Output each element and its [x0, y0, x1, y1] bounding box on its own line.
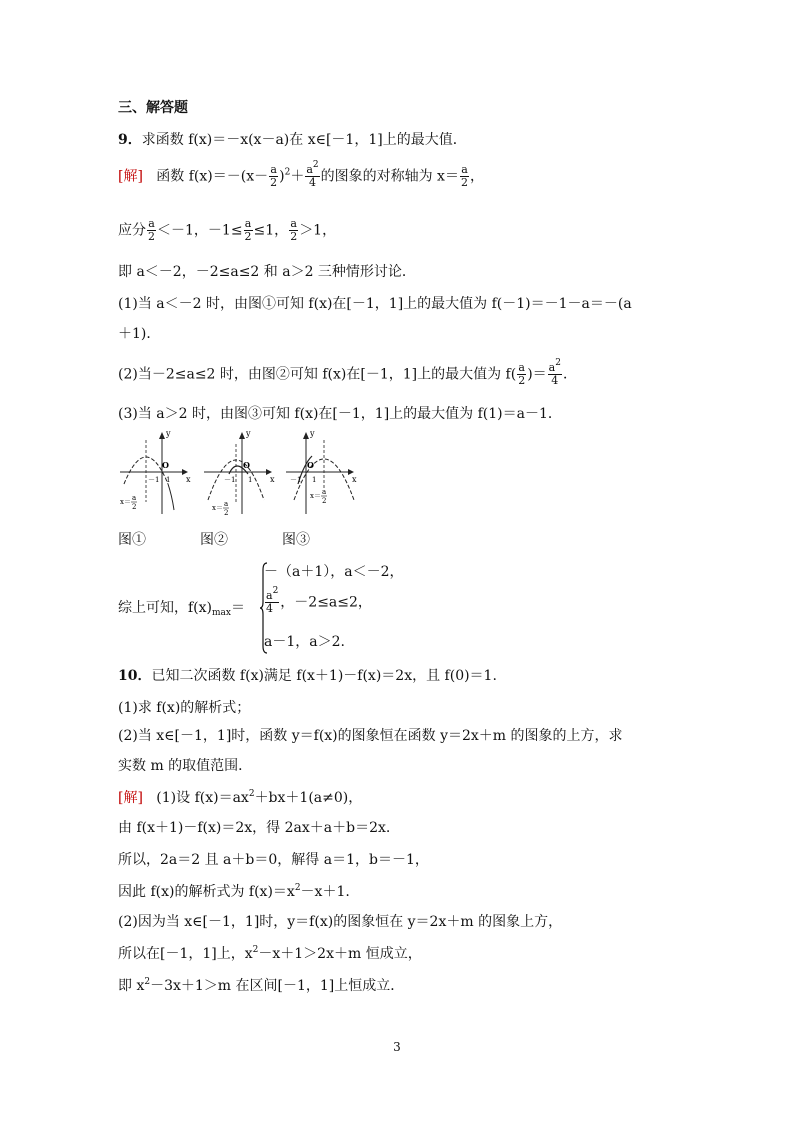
- text: ＞1，: [299, 222, 337, 239]
- svg-text:y: y: [310, 429, 315, 438]
- case-3-line: (3)当 a＞2 时，由图③可知 f(x)在[－1，1]上的最大值为 f(1)＝a－1．: [118, 406, 562, 422]
- question-part-2a: (2)当 x∈[－1，1]时，函数 y＝f(x)的图象恒在函数 y＝2x＋m 的图象的上方，求: [118, 728, 623, 744]
- section-title: 三、解答题: [118, 100, 188, 116]
- solution-line-1: [118, 160, 484, 189]
- fraction: $\frac{a}{2}$: [290, 217, 298, 243]
- question-part-1: (1)求 f(x)的解析式；: [118, 700, 251, 716]
- svg-text:x: x: [352, 475, 357, 484]
- question-text: 已知二次函数 f(x)满足 f(x＋1)－f(x)＝2x，且 f(0)＝1.: [151, 668, 497, 684]
- case-1-line-b: ＋1)．: [118, 326, 161, 342]
- solution-line-3: 即 a＜－2，－2≤a≤2 和 a＞2 三种情形讨论．: [118, 264, 416, 280]
- text: )＝: [527, 366, 547, 383]
- solution-10-line-1: [解] (1)设 $f(x)=ax^2+bx+1(a\ne 0)$，: [118, 789, 363, 806]
- question-part-2b: 实数 m 的取值范围．: [118, 758, 253, 774]
- parabola-graph-1: [118, 430, 190, 518]
- svg-text:－1: －1: [290, 476, 302, 484]
- fraction: $\frac{a^2}{4}$: [548, 358, 561, 387]
- text: ): [279, 168, 285, 185]
- svg-text:1: 1: [312, 476, 317, 484]
- piece-1: －（a＋1），a＜－2，: [264, 564, 404, 580]
- fraction: $\frac{a}{2}$: [460, 163, 468, 189]
- fraction: $\frac{a}{2}$: [148, 217, 155, 243]
- svg-text:2: 2: [224, 509, 229, 517]
- svg-text:a: a: [224, 500, 229, 508]
- svg-text:2: 2: [322, 497, 327, 505]
- parabola-graph-2: [202, 430, 274, 518]
- figure-caption-3: 图③: [282, 532, 310, 548]
- fraction: $\frac{a}{2}$: [518, 361, 526, 387]
- svg-text:2: 2: [132, 503, 137, 511]
- y-label: y: [166, 429, 171, 438]
- solution-line-2: [118, 218, 336, 243]
- problem-10-question: [118, 666, 497, 686]
- svg-text:x＝: x＝: [310, 492, 321, 500]
- text: 的图象的对称轴为 x＝: [320, 168, 459, 185]
- case-1-line-a: (1)当 a＜－2 时，由图①可知 f(x)在[－1，1]上的最大值为 f(－1)＝－1－a＝－(a: [118, 296, 632, 312]
- fraction: $\frac{a}{2}$: [270, 163, 278, 189]
- solution-tag: [解]: [118, 790, 143, 806]
- svg-text:a: a: [132, 494, 137, 502]
- text: ．: [562, 366, 577, 383]
- svg-text:1: 1: [166, 476, 171, 484]
- svg-text:a: a: [322, 488, 327, 496]
- svg-text:1: 1: [248, 476, 253, 484]
- solution-10-line-4: 因此 f(x)的解析式为 $f(x)=x^2-x+1$.: [118, 883, 350, 900]
- solution-tag: [解]: [118, 168, 143, 185]
- summary-label: 综上可知，$f(x)_{max}=$: [118, 600, 245, 618]
- fraction: $\frac{a}{2}$: [244, 217, 252, 243]
- text: 应分: [118, 222, 146, 239]
- text: ＋: [290, 168, 305, 185]
- piece-2: $\frac{a^2}{4}$ ，－2≤a≤2，: [266, 586, 372, 615]
- text: (2)当－2≤a≤2 时，由图②可知 f(x)在[－1，1]上的最大值为 f(: [118, 366, 517, 383]
- piece-3: a－1，a＞2.: [264, 634, 345, 650]
- solution-10-line-2: 由 f(x＋1)－f(x)＝2x，得 2ax＋a＋b＝2x.: [118, 820, 391, 836]
- svg-text:O: O: [162, 460, 169, 470]
- problem-number: 10．: [118, 668, 152, 684]
- svg-text:x＝: x＝: [212, 504, 223, 512]
- exponent: 2: [284, 167, 291, 178]
- svg-text:x＝: x＝: [120, 498, 131, 506]
- fraction: $\frac{a^2}{4}$: [306, 160, 319, 189]
- case-2-line: [118, 358, 577, 387]
- svg-text:O: O: [243, 460, 250, 470]
- text: ≤1，: [253, 222, 289, 239]
- text: ，: [469, 168, 484, 185]
- page-number: 3: [393, 1040, 401, 1054]
- question-text: 求函数 f(x)＝－x(x－a)在 x∈[－1，1]上的最大值．: [141, 132, 467, 148]
- svg-text:－1: －1: [224, 476, 236, 484]
- solution-10-line-6: 所以在[－1，1]上，$x^2-x+1>2x+m$ 恒成立，: [118, 945, 422, 962]
- svg-text:O: O: [307, 460, 314, 470]
- solution-10-line-7: 即 $x^2-3x+1>m$ 在区间[－1，1]上恒成立．: [118, 977, 405, 994]
- solution-10-line-3: 所以，2a＝2 且 a＋b＝0，解得 a＝1，b＝－1，: [118, 852, 429, 868]
- parabola-graph-3: [284, 430, 356, 518]
- svg-text:x: x: [270, 475, 275, 484]
- svg-text:x: x: [186, 475, 191, 484]
- svg-text:－1: －1: [148, 476, 160, 484]
- text: ＜－1，－1≤: [157, 222, 243, 239]
- fraction: $\frac{a^2}{4}$: [266, 586, 279, 615]
- problem-number: 9．: [118, 132, 142, 148]
- problem-9-question: [118, 130, 467, 150]
- text: 函数 f(x)＝－(x－: [156, 168, 269, 185]
- svg-text:y: y: [246, 429, 251, 438]
- figure-caption-2: 图②: [200, 532, 228, 548]
- figure-caption-1: 图①: [118, 532, 146, 548]
- solution-10-line-5: (2)因为当 x∈[－1，1]时，y＝f(x)的图象恒在 y＝2x＋m 的图象上方，: [118, 914, 563, 930]
